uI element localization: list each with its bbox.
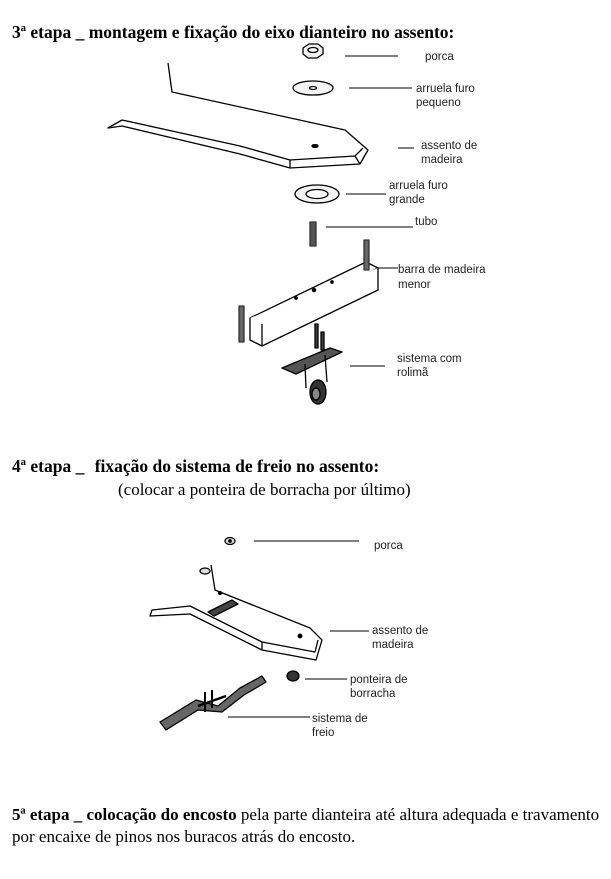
step3-label-porca: porca: [425, 51, 454, 63]
step3-label-arruela-grande-1: arruela furo: [389, 180, 448, 192]
step3-label-arruela-pequeno-2: pequeno: [416, 97, 461, 109]
step4-rubber-tip-shape: [287, 671, 299, 681]
step4-label-assento-1: assento de: [372, 625, 429, 637]
step5-paragraph: [12, 804, 604, 848]
step4-label-porca: porca: [374, 540, 403, 552]
step4-nut-shape: [225, 538, 235, 545]
step3-label-tubo: tubo: [415, 216, 438, 228]
step3-label-arruela-pequeno-1: arruela furo: [416, 83, 475, 95]
step3-label-barra-1: barra de madeira: [398, 264, 486, 276]
step4-title: fixação do sistema de freio no assento:: [94, 456, 380, 476]
step3-title: 3ª etapa _ montagem e fixação do eixo dianteiro no assento:: [12, 22, 455, 42]
step4-label-assento-2: madeira: [372, 639, 414, 651]
step5-title: 5ª etapa _ colocação do encosto: [12, 805, 237, 824]
step4-title-prefix: 4ª etapa _: [12, 456, 89, 476]
step3-label-barra-2: menor: [398, 279, 431, 291]
step4-label-ponteira-1: ponteira de: [350, 674, 408, 686]
step4-brake-shape: [160, 676, 266, 730]
step3-label-assento-2: madeira: [421, 154, 463, 166]
step3-label-arruela-grande-2: grande: [389, 194, 425, 206]
step4-label-ponteira-2: borracha: [350, 688, 396, 700]
step4-label-freio-2: freio: [312, 727, 335, 739]
step4-label-freio-1: sistema de: [312, 713, 368, 725]
step3-label-assento-1: assento de: [421, 140, 478, 152]
step4-subtitle: (colocar a ponteira de borracha por último): [118, 480, 411, 499]
step3-label-sistema-1: sistema com: [397, 353, 462, 365]
step3-label-sistema-2: rolimã: [397, 367, 429, 379]
step4-seat-shape: [150, 565, 322, 660]
step5-text: pela parte dianteira até altura adequada e travamento por encaixe de pinos nos buracos atrás do encosto.: [12, 805, 600, 846]
